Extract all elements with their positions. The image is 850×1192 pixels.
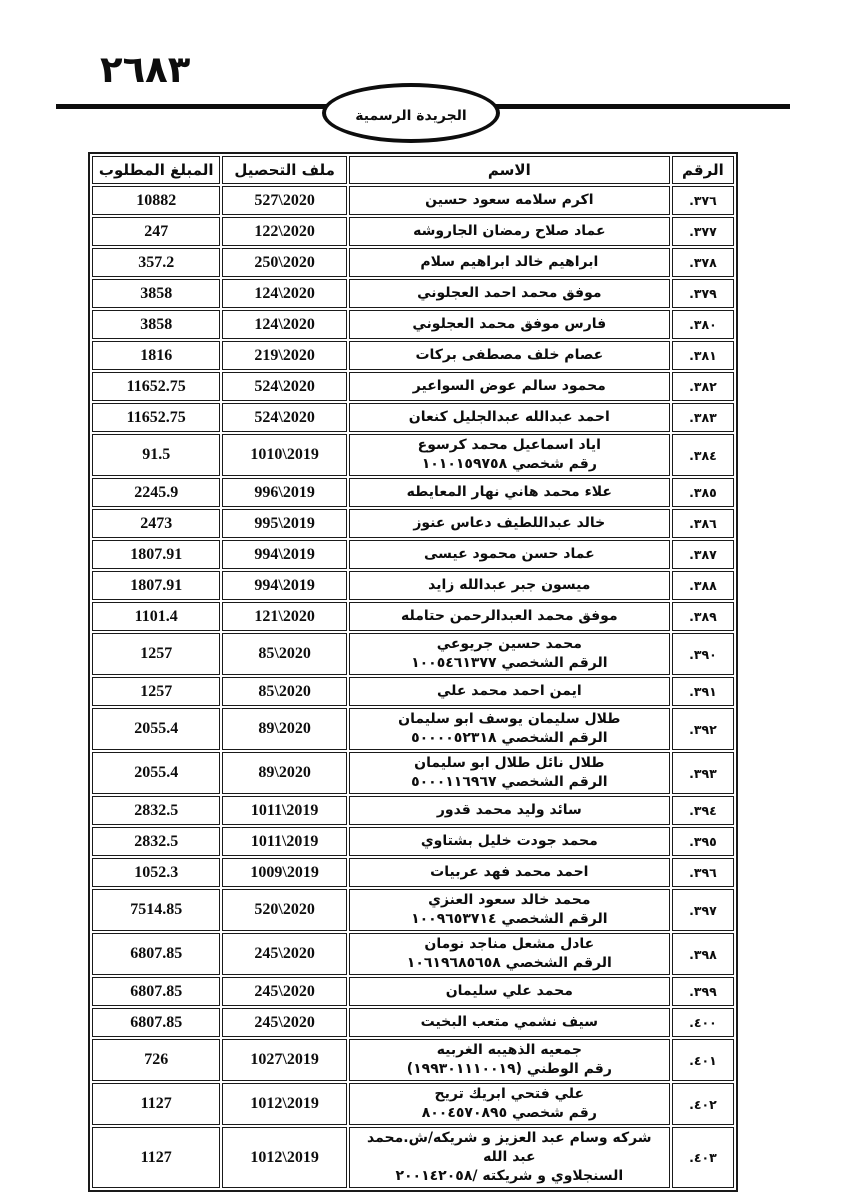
required-amount-cell: 11652.75: [92, 403, 220, 432]
name-line: عصام خلف مصطفى بركات: [415, 347, 604, 363]
row-number-cell: ٤٠١.: [672, 1039, 734, 1081]
collection-file-cell: 1011\2019: [222, 827, 346, 856]
required-amount-cell: 6807.85: [92, 1008, 220, 1037]
table-row: [92, 602, 734, 631]
row-number-cell: ٣٧٨.: [672, 248, 734, 277]
required-amount-cell: 1807.91: [92, 571, 220, 600]
required-amount-cell: 357.2: [92, 248, 220, 277]
name-line: جمعيه الذهيبه الغربيه: [436, 1042, 582, 1058]
table-row: [92, 933, 734, 975]
gazette-badge-label: الجريدة الرسمية: [355, 108, 467, 124]
table-row: [92, 186, 734, 215]
header-name: الاسم: [349, 156, 670, 184]
name-cell: [349, 752, 670, 794]
required-amount-cell: 1257: [92, 677, 220, 706]
table-row: [92, 633, 734, 675]
name-line: عماد حسن محمود عيسى: [423, 546, 595, 562]
required-amount-cell: 6807.85: [92, 977, 220, 1006]
collection-file-cell: 219\2020: [222, 341, 346, 370]
name-id-line: الرقم الشخصي ١٠٦١٩٦٨٥٦٥٨: [406, 955, 612, 971]
row-number-cell: ٣٩٣.: [672, 752, 734, 794]
collection-file-cell: 245\2020: [222, 977, 346, 1006]
records-table: [88, 152, 738, 1192]
table-row: [92, 540, 734, 569]
name-cell: [349, 509, 670, 538]
name-id-line: رقم الوطني (١٩٩٣٠١١١٠٠١٩): [406, 1061, 612, 1077]
name-cell: [349, 827, 670, 856]
required-amount-cell: 1127: [92, 1127, 220, 1188]
required-amount-cell: 11652.75: [92, 372, 220, 401]
required-amount-cell: 1052.3: [92, 858, 220, 887]
collection-file-cell: 1012\2019: [222, 1083, 346, 1125]
name-cell: [349, 977, 670, 1006]
required-amount-cell: 1257: [92, 633, 220, 675]
row-number-cell: ٣٩٥.: [672, 827, 734, 856]
name-line: اياد اسماعيل محمد كرسوع: [417, 437, 601, 453]
row-number-cell: ٣٨٨.: [672, 571, 734, 600]
name-line: شركه وسام عبد العزيز و شريكه/ش.محمد عبد الله: [367, 1130, 652, 1165]
required-amount-cell: 3858: [92, 310, 220, 339]
name-id-line: رقم شخصي ٨٠٠٤٥٧٠٨٩٥: [421, 1105, 597, 1121]
row-number-cell: ٤٠٣.: [672, 1127, 734, 1188]
required-amount-cell: 91.5: [92, 434, 220, 476]
name-line: ابراهيم خالد ابراهيم سلام: [420, 254, 599, 270]
collection-file-cell: 89\2020: [222, 752, 346, 794]
table-header-row: [92, 156, 734, 184]
name-cell: [349, 1127, 670, 1188]
name-cell: [349, 677, 670, 706]
required-amount-cell: 1101.4: [92, 602, 220, 631]
collection-file-cell: 245\2020: [222, 933, 346, 975]
collection-file-cell: 89\2020: [222, 708, 346, 750]
row-number-cell: ٣٧٧.: [672, 217, 734, 246]
name-cell: [349, 633, 670, 675]
name-line: محمد حسين جريوعي: [436, 636, 582, 652]
table-row: [92, 509, 734, 538]
name-cell: [349, 248, 670, 277]
collection-file-cell: 85\2020: [222, 633, 346, 675]
name-line: محمد جودت خليل بشتاوي: [420, 833, 598, 849]
required-amount-cell: 1807.91: [92, 540, 220, 569]
table-row: [92, 217, 734, 246]
collection-file-cell: 994\2019: [222, 540, 346, 569]
table-row: [92, 1083, 734, 1125]
table-row: [92, 310, 734, 339]
name-line: علي فتحي ابريك تريح: [434, 1086, 585, 1102]
name-cell: [349, 1008, 670, 1037]
name-cell: [349, 796, 670, 825]
name-line: احمد محمد فهد عربيات: [430, 864, 589, 880]
name-id-line: الرقم الشخصي ١٠٠٥٤٦١٣٧٧: [411, 655, 608, 671]
name-cell: [349, 217, 670, 246]
collection-file-cell: 524\2020: [222, 372, 346, 401]
table-row: [92, 889, 734, 931]
collection-file-cell: 250\2020: [222, 248, 346, 277]
name-cell: [349, 403, 670, 432]
collection-file-cell: 124\2020: [222, 279, 346, 308]
row-number-cell: ٣٨١.: [672, 341, 734, 370]
collection-file-cell: 996\2019: [222, 478, 346, 507]
page-number: ٢٦٨٣: [100, 48, 191, 91]
row-number-cell: ٣٧٦.: [672, 186, 734, 215]
row-number-cell: ٣٨٠.: [672, 310, 734, 339]
required-amount-cell: 7514.85: [92, 889, 220, 931]
row-number-cell: ٣٨٦.: [672, 509, 734, 538]
table-row: [92, 1039, 734, 1081]
name-line: احمد عبدالله عبدالجليل كنعان: [408, 409, 610, 425]
collection-file-cell: 1010\2019: [222, 434, 346, 476]
row-number-cell: ٣٩٠.: [672, 633, 734, 675]
table-row: [92, 1008, 734, 1037]
table-row: [92, 827, 734, 856]
table-row: [92, 677, 734, 706]
collection-file-cell: 85\2020: [222, 677, 346, 706]
name-line: طلال سليمان يوسف ابو سليمان: [398, 711, 621, 727]
required-amount-cell: 1816: [92, 341, 220, 370]
name-cell: [349, 186, 670, 215]
name-cell: [349, 478, 670, 507]
row-number-cell: ٣٩٤.: [672, 796, 734, 825]
collection-file-cell: 122\2020: [222, 217, 346, 246]
required-amount-cell: 2832.5: [92, 827, 220, 856]
table-row: [92, 571, 734, 600]
table-row: [92, 478, 734, 507]
records-table-wrap: [88, 152, 738, 1192]
collection-file-cell: 1012\2019: [222, 1127, 346, 1188]
row-number-cell: ٤٠٢.: [672, 1083, 734, 1125]
required-amount-cell: 1127: [92, 1083, 220, 1125]
name-line: خالد عبداللطيف دعاس عنوز: [413, 515, 606, 531]
name-cell: [349, 1083, 670, 1125]
name-cell: [349, 571, 670, 600]
collection-file-cell: 1011\2019: [222, 796, 346, 825]
collection-file-cell: 121\2020: [222, 602, 346, 631]
table-body: [92, 186, 734, 1188]
row-number-cell: ٣٩٧.: [672, 889, 734, 931]
table-row: [92, 977, 734, 1006]
name-line: سائد وليد محمد قدور: [436, 802, 582, 818]
name-line: محمد خالد سعود العنزي: [428, 892, 591, 908]
row-number-cell: ٣٩٢.: [672, 708, 734, 750]
table-row: [92, 403, 734, 432]
required-amount-cell: 2832.5: [92, 796, 220, 825]
required-amount-cell: 3858: [92, 279, 220, 308]
required-amount-cell: 2473: [92, 509, 220, 538]
name-id-line: رقم شخصي ١٠١٠١٥٩٧٥٨: [421, 456, 597, 472]
row-number-cell: ٣٩٨.: [672, 933, 734, 975]
table-row: [92, 279, 734, 308]
required-amount-cell: 2055.4: [92, 708, 220, 750]
collection-file-cell: 520\2020: [222, 889, 346, 931]
required-amount-cell: 2055.4: [92, 752, 220, 794]
row-number-cell: ٣٧٩.: [672, 279, 734, 308]
name-line: اكرم سلامه سعود حسين: [425, 192, 594, 208]
table-row: [92, 708, 734, 750]
name-line: سيف نشمي متعب البخيت: [420, 1014, 598, 1030]
required-amount-cell: 247: [92, 217, 220, 246]
name-cell: [349, 708, 670, 750]
collection-file-cell: 1027\2019: [222, 1039, 346, 1081]
name-cell: [349, 540, 670, 569]
name-line: ايمن احمد محمد علي: [436, 683, 582, 699]
collection-file-cell: 1009\2019: [222, 858, 346, 887]
name-id-line: الرقم الشخصي ٥٠٠٠٠٥٢٣١٨: [411, 730, 608, 746]
row-number-cell: ٣٨٢.: [672, 372, 734, 401]
name-cell: [349, 279, 670, 308]
name-cell: [349, 341, 670, 370]
name-cell: [349, 310, 670, 339]
row-number-cell: ٣٩٦.: [672, 858, 734, 887]
table-row: [92, 796, 734, 825]
table-row: [92, 248, 734, 277]
name-line: فارس موفق محمد العجلوني: [412, 316, 607, 332]
gazette-badge: [322, 83, 500, 143]
name-line: علاء محمد هاني نهار المعايطه: [406, 484, 612, 500]
row-number-cell: ٣٨٧.: [672, 540, 734, 569]
header-number: الرقم: [672, 156, 734, 184]
name-cell: [349, 858, 670, 887]
table-row: [92, 1127, 734, 1188]
table-row: [92, 341, 734, 370]
name-cell: [349, 933, 670, 975]
collection-file-cell: 994\2019: [222, 571, 346, 600]
row-number-cell: ٤٠٠.: [672, 1008, 734, 1037]
required-amount-cell: 2245.9: [92, 478, 220, 507]
name-line: عماد صلاح رمضان الجاروشه: [413, 223, 606, 239]
name-id-line: الرقم الشخصي ٥٠٠٠١١٦٩٦٧: [411, 774, 608, 790]
header-collection-file: ملف التحصيل: [222, 156, 346, 184]
required-amount-cell: 6807.85: [92, 933, 220, 975]
name-id-line: الرقم الشخصي ١٠٠٩٦٥٣٧١٤: [411, 911, 608, 927]
name-line: طلال نائل طلال ابو سليمان: [414, 755, 605, 771]
required-amount-cell: 726: [92, 1039, 220, 1081]
row-number-cell: ٣٩١.: [672, 677, 734, 706]
collection-file-cell: 527\2020: [222, 186, 346, 215]
row-number-cell: ٣٨٥.: [672, 478, 734, 507]
table-row: [92, 752, 734, 794]
name-cell: [349, 1039, 670, 1081]
row-number-cell: ٣٩٩.: [672, 977, 734, 1006]
name-line: موفق محمد العبدالرحمن حتامله: [401, 608, 618, 624]
required-amount-cell: 10882: [92, 186, 220, 215]
name-id-line: السنجلاوي و شريكته /٢٠٠١٤٢٠٥٨: [395, 1168, 624, 1184]
name-line: ميسون جبر عبدالله زايد: [428, 577, 591, 593]
name-cell: [349, 602, 670, 631]
collection-file-cell: 524\2020: [222, 403, 346, 432]
header-required-amount: المبلغ المطلوب: [92, 156, 220, 184]
row-number-cell: ٣٨٩.: [672, 602, 734, 631]
name-cell: [349, 889, 670, 931]
table-row: [92, 858, 734, 887]
name-cell: [349, 434, 670, 476]
row-number-cell: ٣٨٤.: [672, 434, 734, 476]
name-line: محمود سالم عوض السواعير: [412, 378, 606, 394]
collection-file-cell: 995\2019: [222, 509, 346, 538]
table-row: [92, 434, 734, 476]
collection-file-cell: 124\2020: [222, 310, 346, 339]
name-line: عادل مشعل مناجد نومان: [424, 936, 595, 952]
table-row: [92, 372, 734, 401]
name-cell: [349, 372, 670, 401]
row-number-cell: ٣٨٣.: [672, 403, 734, 432]
collection-file-cell: 245\2020: [222, 1008, 346, 1037]
name-line: موفق محمد احمد العجلوني: [417, 285, 602, 301]
name-line: محمد علي سليمان: [445, 983, 573, 999]
